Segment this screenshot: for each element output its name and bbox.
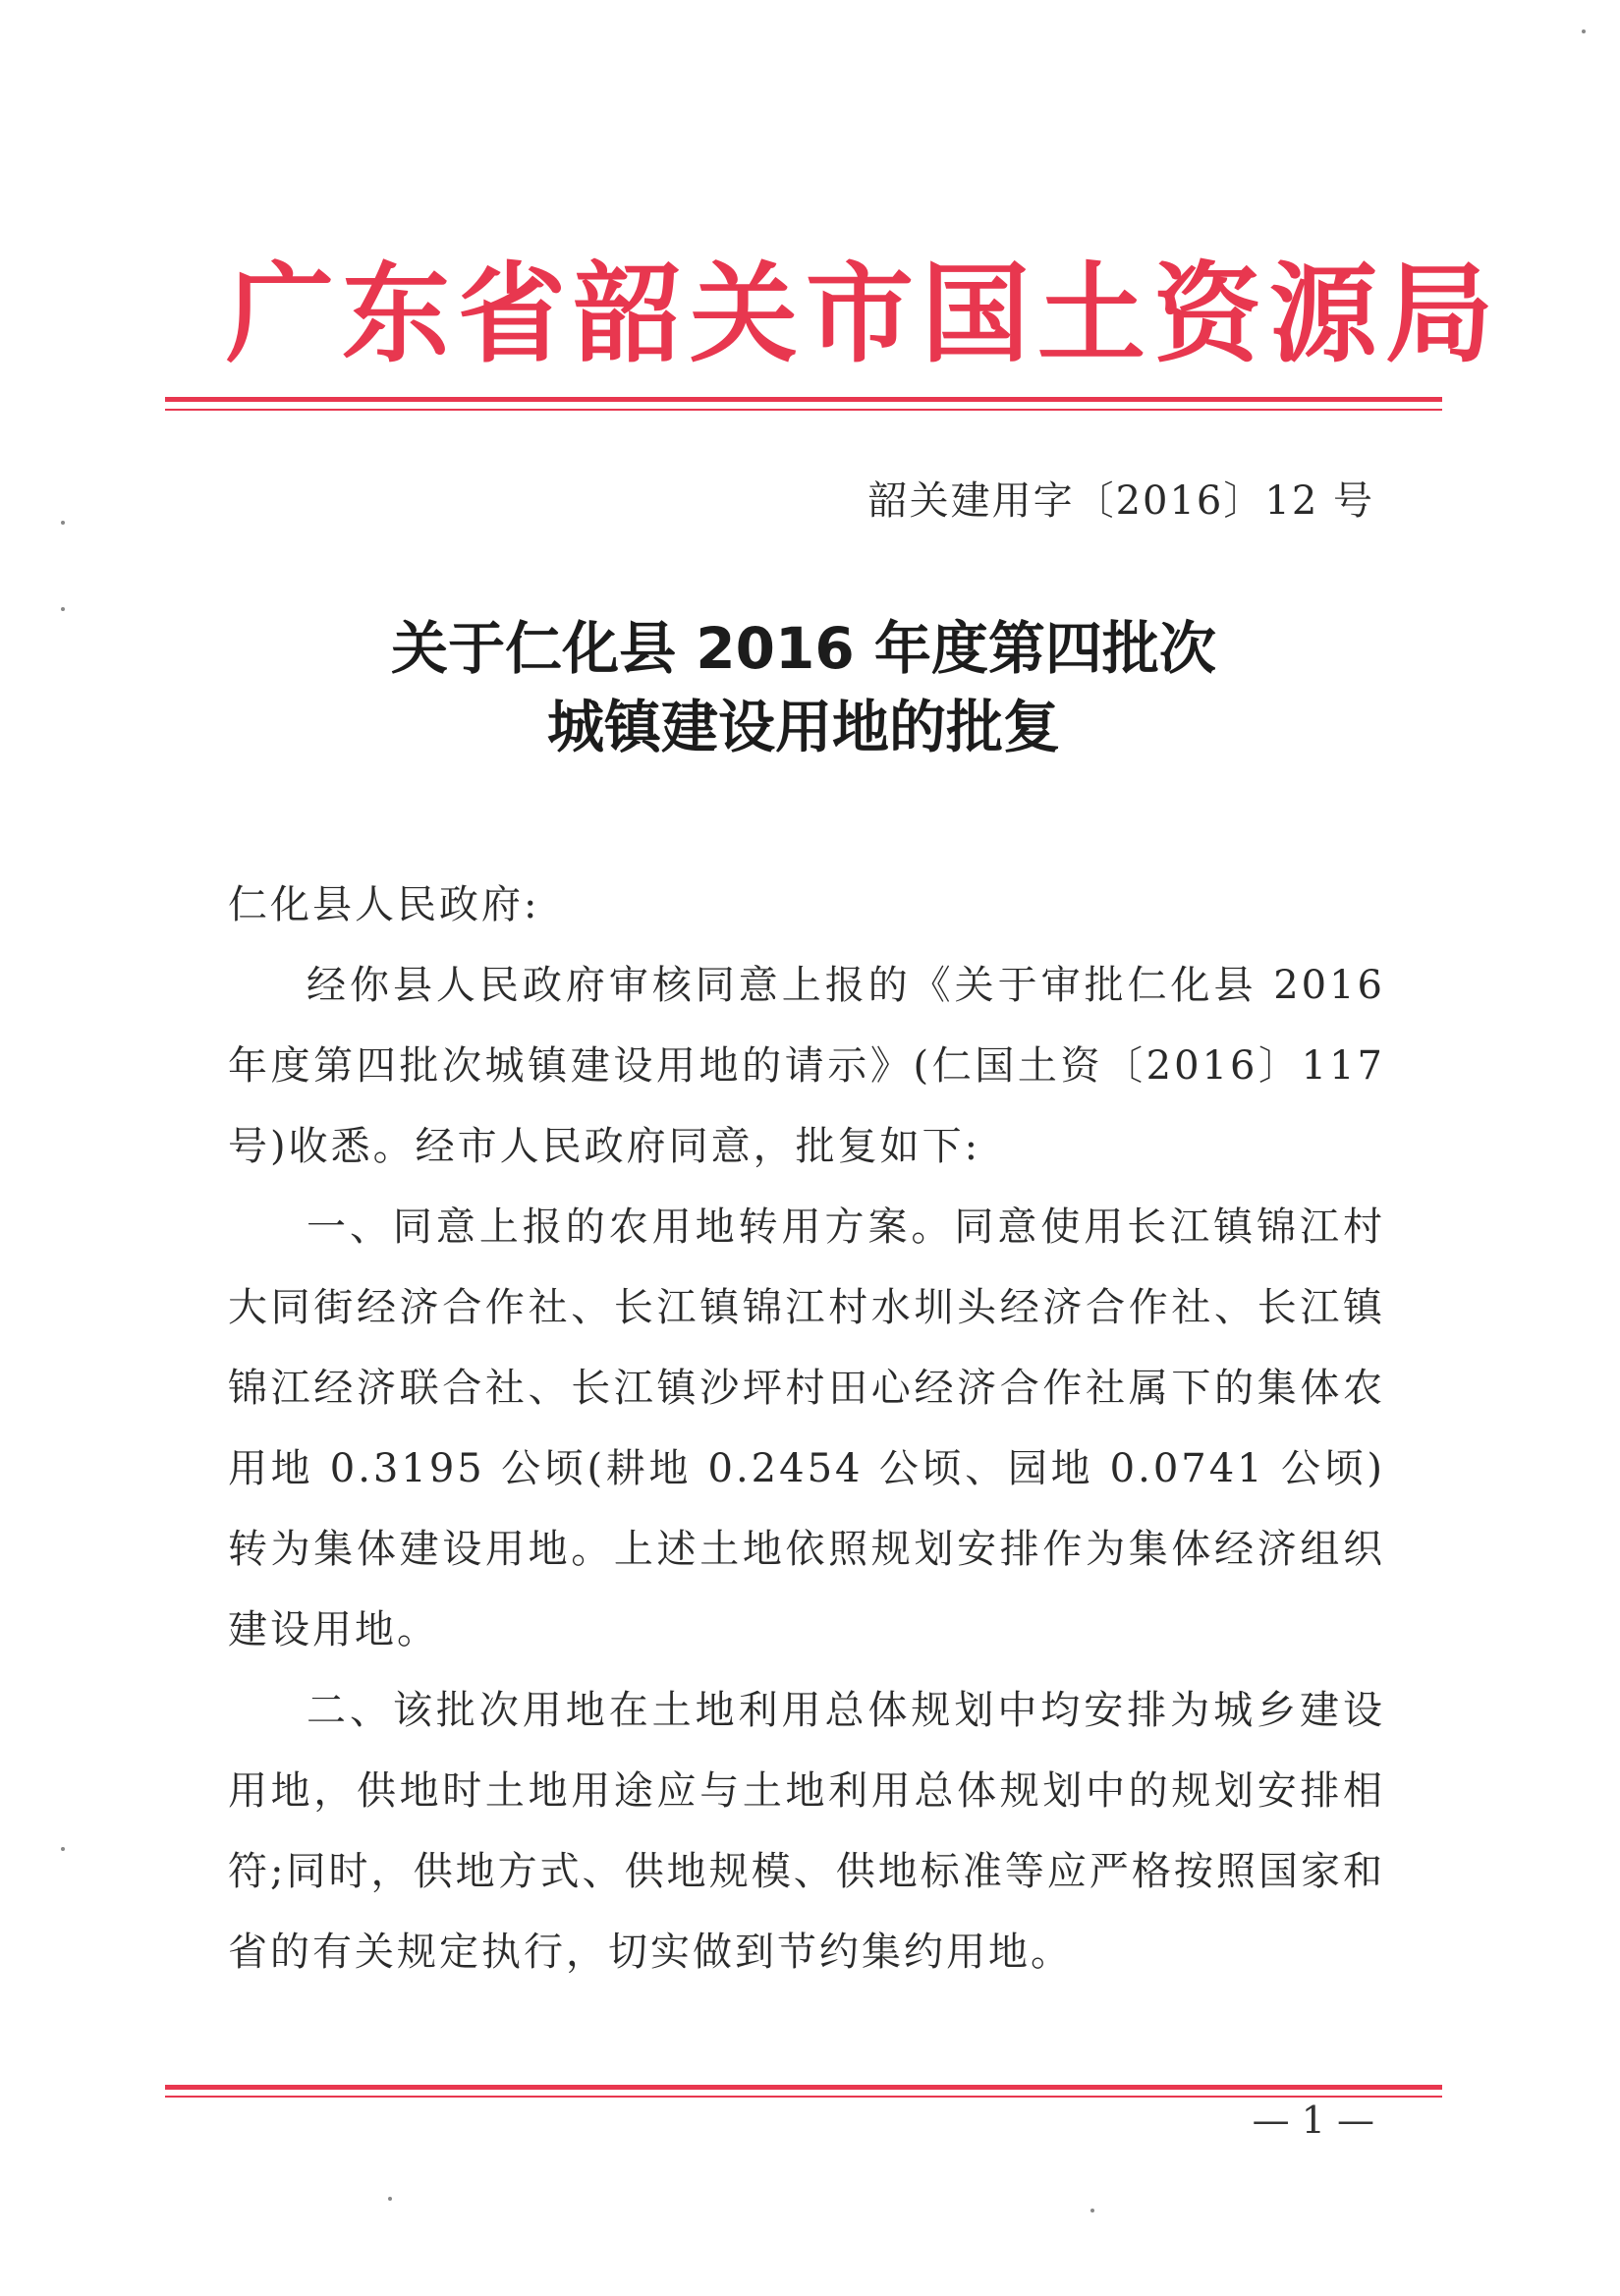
- document-title-line-1: 关于仁化县 2016 年度第四批次: [391, 615, 1216, 682]
- scan-speck: [1582, 29, 1586, 33]
- scan-speck: [61, 607, 65, 611]
- paragraph-1: 经你县人民政府审核同意上报的《关于审批仁化县 2016 年度第四批次城镇建设用地的请示》(仁国土资〔2016〕117 号)收悉。经市人民政府同意，批复如下:: [228, 963, 1385, 1169]
- scan-speck: [388, 2197, 392, 2201]
- page-number: — 1 —: [1252, 2099, 1374, 2142]
- paragraph-2: 一、同意上报的农用地转用方案。同意使用长江镇锦江村大同街经济合作社、长江镇锦江村水圳头经济合作社、长江镇锦江经济联合社、长江镇沙坪村田心经济合作社属下的集体农用地 0.3195 公顷(耕地 0.2454 公顷、园地 0.0741 公顷)转为集体建设用地。上述土地依照规划安排作为集体经济组织建设用地。: [228, 1204, 1385, 1652]
- scan-speck: [61, 1847, 65, 1851]
- footer-rule-thin: [165, 2096, 1442, 2098]
- footer-rule-thick: [165, 2085, 1442, 2090]
- document-number: 韶关建用字〔2016〕12 号: [867, 478, 1374, 524]
- scan-speck: [61, 521, 65, 525]
- paragraph-3: 二、该批次用地在土地利用总体规划中均安排为城乡建设用地，供地时土地用途应与土地利用总体规划中的规划安排相符;同时，供地方式、供地规模、供地标准等应严格按照国家和省的有关规定执行，切实做到节约集约用地。: [228, 1688, 1385, 1975]
- document-body: [228, 865, 1385, 1992]
- header-rule-thin: [165, 409, 1442, 411]
- header-rule-thick: [165, 397, 1442, 402]
- document-title: [165, 609, 1442, 766]
- issuer-masthead: 广东省韶关市国土资源局: [226, 252, 1501, 377]
- salutation: 仁化县人民政府:: [228, 882, 540, 927]
- scan-speck: [1090, 2209, 1094, 2212]
- document-title-line-2: 城镇建设用地的批复: [546, 694, 1060, 760]
